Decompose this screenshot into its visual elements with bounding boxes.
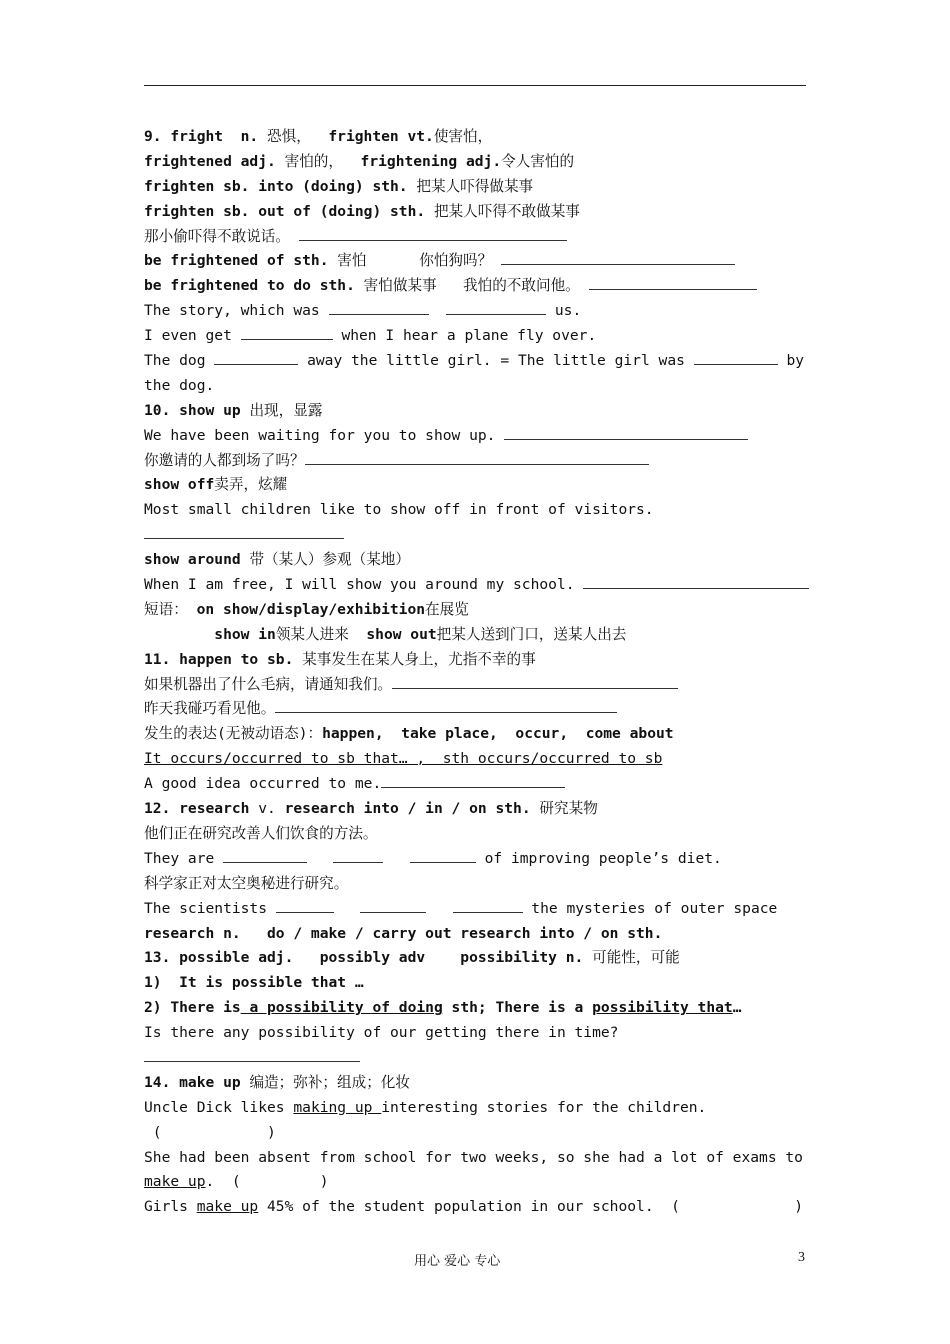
text-line (144, 1096, 804, 1121)
text: ( ) (144, 1123, 276, 1141)
text: interesting stories for the children. (381, 1098, 707, 1116)
text: possibility that (592, 999, 733, 1017)
answer-blank[interactable] (305, 449, 649, 465)
text: happen, take place, occur, come about (322, 725, 674, 743)
text: 带（某人）参观（某地） (249, 551, 410, 569)
page-number: 3 (798, 1250, 805, 1265)
answer-blank[interactable] (446, 299, 546, 315)
text: 13. possible adj. possibly adv possibility n. (144, 949, 593, 967)
text: 害怕的， (284, 152, 343, 170)
text: by (777, 352, 805, 370)
text: The dog (144, 352, 215, 370)
text: 14. make up (144, 1073, 250, 1091)
text: 10. show up (144, 401, 250, 419)
answer-blank[interactable] (453, 897, 523, 913)
text: Is there any possibility of our getting there in time? (144, 1024, 619, 1042)
text: frighten sb. out of (doing) sth. (144, 202, 434, 220)
text: frightened adj. (144, 152, 285, 170)
text: … (732, 999, 742, 1017)
text: 可能性，可能 (592, 949, 680, 967)
text-line (144, 722, 804, 747)
text: show in (214, 625, 276, 643)
text: away the little girl. = The little girl was (298, 352, 694, 370)
text: 9. fright n. (144, 128, 268, 145)
text: research n. do / make / carry out research into / on sth. (144, 924, 663, 942)
answer-blank[interactable] (214, 349, 298, 365)
text-line (144, 1046, 804, 1071)
text: The scientists (144, 899, 276, 917)
answer-blank[interactable] (329, 299, 429, 315)
text-line (144, 1195, 804, 1220)
text-line (144, 673, 804, 698)
text-line (144, 200, 804, 225)
text-line (144, 598, 804, 623)
answer-blank[interactable] (144, 1046, 360, 1062)
text-line (144, 249, 804, 274)
text-line (144, 274, 804, 299)
text: 我怕的不敢问他。 (463, 277, 580, 295)
text: sth; There is a (442, 999, 593, 1017)
text: 把某人送到门口，送某人出去 (436, 625, 627, 643)
text: the mysteries of outer space (522, 899, 778, 917)
text-line (144, 747, 804, 772)
item-10-heading (144, 399, 804, 424)
text: We have been waiting for you to show up. (144, 426, 505, 444)
text-line (144, 374, 804, 399)
text-line (144, 573, 804, 598)
text: 出现，显露 (249, 401, 323, 419)
text: . ( ) (205, 1173, 329, 1191)
item-9-heading (144, 125, 804, 150)
text-line (144, 225, 804, 250)
text-line (144, 897, 804, 922)
text-line (144, 772, 804, 797)
text: when I hear a plane fly over. (332, 327, 597, 345)
text-line (144, 424, 804, 449)
text: be frightened of sth. (144, 252, 338, 270)
text: be frightened to do sth. (144, 277, 364, 295)
answer-blank[interactable] (144, 523, 344, 539)
answer-blank[interactable] (392, 673, 678, 689)
answer-blank[interactable] (583, 573, 809, 589)
text: research into / in / on sth. (275, 800, 540, 818)
text-line (144, 922, 804, 947)
text: 你邀请的人都到场了吗？ (144, 451, 305, 469)
text-line (144, 1121, 804, 1146)
answer-blank[interactable] (501, 249, 735, 265)
text: Girls (144, 1198, 197, 1216)
item-11-heading (144, 648, 804, 673)
text-line (144, 822, 804, 847)
text: 令人害怕的 (501, 152, 575, 170)
text-line (144, 847, 804, 872)
text: frighten vt. (310, 128, 434, 145)
text-line (144, 349, 804, 374)
text-line (144, 1170, 804, 1195)
text: frightening adj. (342, 152, 502, 170)
text-line (144, 473, 804, 498)
text: v. (258, 800, 276, 818)
page-content (144, 125, 804, 1220)
answer-blank[interactable] (381, 772, 565, 788)
text: 把某人吓得不敢做某事 (433, 202, 580, 220)
text-line (144, 548, 804, 573)
text: 昨天我碰巧看见他。 (144, 700, 276, 718)
text: 他们正在研究改善人们饮食的方法。 (144, 824, 378, 842)
text: 卖弄，炫耀 (214, 476, 288, 494)
text: 你怕狗吗？ (419, 252, 493, 270)
text-line (144, 523, 804, 548)
text: 编造；弥补；组成；化妆 (249, 1073, 410, 1091)
text: 领某人进来 (275, 625, 349, 643)
text: the dog. (144, 376, 215, 394)
answer-blank[interactable] (241, 324, 333, 340)
text: Uncle Dick likes (144, 1098, 294, 1116)
text: 研究某物 (539, 800, 598, 818)
text: a possibility of doing (240, 999, 443, 1017)
text-line (144, 299, 804, 324)
text: 某事发生在某人身上，尤指不幸的事 (302, 650, 536, 668)
text-line (144, 449, 804, 474)
text-line (144, 1021, 804, 1046)
answer-blank[interactable] (275, 697, 617, 713)
text-line (144, 175, 804, 200)
text-line (144, 324, 804, 349)
text: 那小偷吓得不敢说话。 (144, 227, 290, 245)
text-line (144, 150, 804, 175)
text: They are (144, 849, 224, 867)
text: 科学家正对太空奥秘进行研究。 (144, 874, 349, 892)
answer-blank[interactable] (223, 847, 307, 863)
item-13-heading (144, 946, 804, 971)
text-line (144, 971, 804, 996)
text: 短语： (144, 600, 188, 618)
text: show around (144, 551, 250, 569)
text: The story, which was (144, 302, 329, 320)
text: show off (144, 476, 215, 494)
text: frighten sb. into (doing) sth. (144, 177, 417, 195)
text-line (144, 1146, 804, 1171)
text: 2) There is (144, 999, 241, 1017)
text: show out (366, 625, 437, 643)
answer-blank[interactable] (410, 847, 476, 863)
text: 45% of the student population in our school. ( ) (258, 1198, 803, 1216)
text: I even get (144, 327, 241, 345)
text: of improving people’s diet. (475, 849, 722, 867)
text: make up (196, 1198, 259, 1216)
text: 把某人吓得做某事 (416, 177, 534, 195)
item-12-heading (144, 797, 804, 822)
text-line (144, 996, 804, 1021)
text: 1) It is possible that … (144, 974, 364, 992)
answer-blank[interactable] (589, 274, 757, 290)
text: 12. research (144, 800, 259, 818)
text: A good idea occurred to me. (144, 775, 382, 793)
text-line (144, 872, 804, 897)
text: 11. happen to sb. (144, 650, 303, 668)
text: us. (546, 302, 582, 320)
text-line (144, 697, 804, 722)
text: 如果机器出了什么毛病，请通知我们。 (144, 675, 393, 693)
text: 害怕做某事 (363, 277, 437, 295)
text: She had been absent from school for two weeks, so she had a lot of exams to (144, 1148, 803, 1166)
text: on show/display/exhibition (187, 600, 426, 618)
text: 在展览 (425, 600, 469, 618)
text: 使害怕， (433, 128, 493, 145)
answer-blank[interactable] (694, 349, 778, 365)
answer-blank[interactable] (504, 424, 748, 440)
answer-blank[interactable] (333, 847, 383, 863)
answer-blank[interactable] (360, 897, 426, 913)
text: When I am free, I will show you around my school. (144, 576, 584, 594)
text-line (144, 623, 804, 648)
text: It occurs/occurred to sb that… , sth occurs/occurred to sb (144, 750, 663, 768)
text: 害怕 (337, 252, 367, 270)
text-line (144, 498, 804, 523)
item-14-heading (144, 1071, 804, 1096)
text: making up (293, 1098, 382, 1116)
footer-slogan: 用心 爱心 专心 (414, 1254, 501, 1269)
answer-blank[interactable] (276, 897, 334, 913)
text: Most small children like to show off in front of visitors. (144, 501, 654, 519)
answer-blank[interactable] (299, 225, 567, 241)
text: 恐惧， (267, 128, 311, 145)
header-rule (144, 85, 806, 86)
text: 发生的表达(无被动语态)： (144, 725, 323, 743)
text: make up (144, 1173, 206, 1191)
